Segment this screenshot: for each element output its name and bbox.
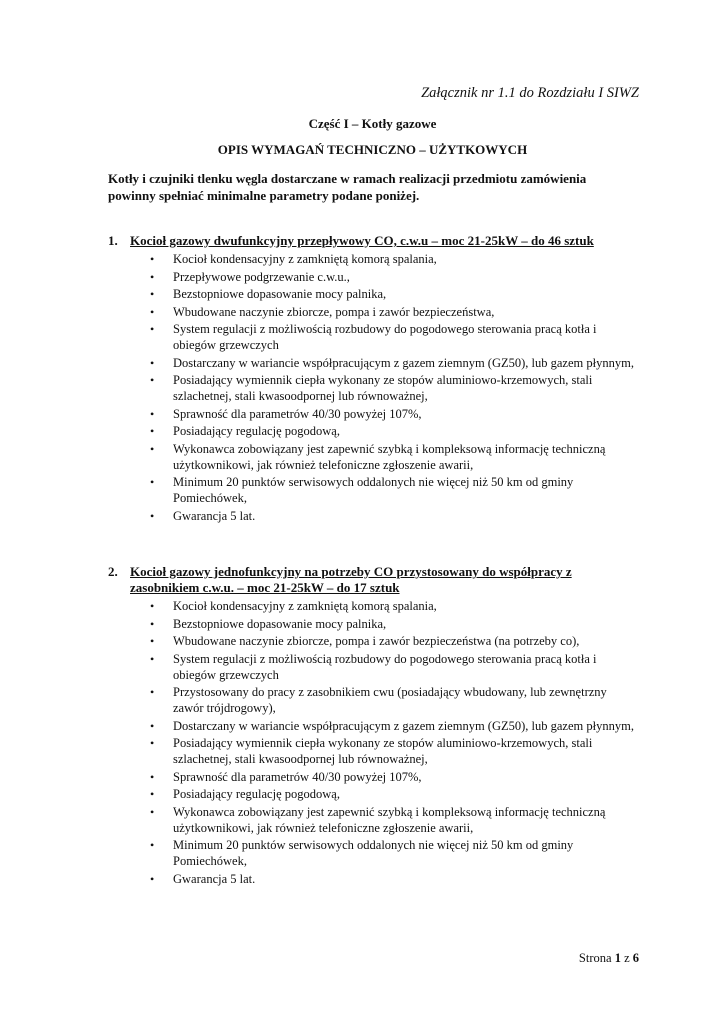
list-item bbox=[150, 633, 638, 649]
bullet-icon: • bbox=[150, 616, 155, 631]
list-item-text: System regulacji z możliwością rozbudowy do pogodowego sterowania pracą kotła i obiegów grzewczych bbox=[173, 322, 597, 352]
bullet-icon: • bbox=[150, 355, 155, 370]
part-title bbox=[0, 116, 725, 132]
spec-title-text: OPIS WYMAGAŃ TECHNICZNO – UŻYTKOWYCH bbox=[217, 142, 528, 157]
list-item-text: Minimum 20 punktów serwisowych oddalonych nie więcej niż 50 km od gminy Pomiechówek, bbox=[173, 838, 574, 868]
bullet-icon: • bbox=[150, 269, 155, 284]
list-item-text: Wykonawca zobowiązany jest zapewnić szybką i kompleksową informację techniczną użytkownikowi, jak również telefoniczne zgłoszenie awarii, bbox=[173, 441, 606, 472]
section-heading bbox=[108, 233, 638, 249]
bullet-icon: • bbox=[150, 787, 155, 801]
bullet-icon: • bbox=[150, 475, 155, 489]
list-item bbox=[150, 355, 638, 371]
bullet-icon: • bbox=[150, 508, 155, 523]
list-item bbox=[150, 304, 638, 320]
requirements-list bbox=[108, 598, 638, 887]
list-item bbox=[150, 718, 638, 734]
list-item bbox=[150, 474, 638, 506]
list-item-text: Posiadający regulację pogodową, bbox=[173, 787, 340, 801]
bullet-icon: • bbox=[150, 252, 155, 266]
list-item bbox=[150, 804, 638, 836]
section-number: 1. bbox=[108, 233, 118, 248]
attachment-label: Załącznik nr 1.1 do Rozdziału I SIWZ bbox=[421, 85, 639, 101]
footer-label: Strona bbox=[578, 951, 612, 965]
list-item bbox=[150, 269, 638, 285]
list-item-text: Bezstopniowe dopasowanie mocy palnika, bbox=[173, 616, 387, 631]
bullet-icon: • bbox=[150, 651, 155, 666]
section-title: Kocioł gazowy dwufunkcyjny przepływowy CO, c.w.u – moc 21-25kW – do 46 sztuk bbox=[130, 233, 594, 248]
list-item-text: Wbudowane naczynie zbiorcze, pompa i zawór bezpieczeństwa (na potrzeby co), bbox=[173, 634, 580, 648]
list-item bbox=[150, 769, 638, 785]
list-item bbox=[150, 508, 638, 524]
list-item bbox=[150, 651, 638, 683]
list-item-text: Posiadający wymiennik ciepła wykonany ze stopów aluminiowo-krzemowych, stali szlachetnej, stali kwasoodpornej lub równoważnej, bbox=[173, 373, 593, 403]
requirements-list bbox=[108, 251, 638, 524]
list-item bbox=[150, 286, 638, 302]
section-2 bbox=[108, 564, 638, 888]
list-item bbox=[150, 321, 638, 353]
bullet-icon: • bbox=[150, 599, 155, 613]
list-item-text: Posiadający regulację pogodową, bbox=[173, 424, 340, 438]
part-title-text: Część I – Kotły gazowe bbox=[308, 116, 437, 131]
bullet-icon: • bbox=[150, 406, 155, 421]
footer-separator: z bbox=[624, 951, 630, 965]
bullet-icon: • bbox=[150, 736, 155, 750]
list-item-text: Posiadający wymiennik ciepła wykonany ze stopów aluminiowo-krzemowych, stali szlachetnej, stali kwasoodpornej lub równoważnej, bbox=[173, 736, 593, 766]
section-title: Kocioł gazowy jednofunkcyjny na potrzeby CO przystosowany do współpracy z zasobnikiem c.w.u. – moc 21-25kW – do 17 sztuk bbox=[130, 564, 572, 595]
list-item-text: Dostarczany w wariancie współpracującym z gazem ziemnym (GZ50), lub gazem płynnym, bbox=[173, 355, 634, 370]
spec-title bbox=[0, 142, 725, 158]
list-item bbox=[150, 406, 638, 422]
bullet-icon: • bbox=[150, 634, 155, 648]
list-item bbox=[150, 372, 638, 404]
list-item bbox=[150, 837, 638, 869]
list-item-text: Kocioł kondensacyjny z zamkniętą komorą spalania, bbox=[173, 599, 437, 613]
list-item bbox=[150, 684, 638, 716]
list-item bbox=[150, 786, 638, 802]
list-item-text: Bezstopniowe dopasowanie mocy palnika, bbox=[173, 287, 387, 301]
list-item bbox=[150, 423, 638, 439]
bullet-icon: • bbox=[150, 804, 155, 819]
bullet-icon: • bbox=[150, 871, 155, 886]
bullet-icon: • bbox=[150, 769, 155, 784]
bullet-icon: • bbox=[150, 304, 155, 319]
list-item bbox=[150, 616, 638, 632]
list-item-text: Sprawność dla parametrów 40/30 powyżej 107%, bbox=[173, 769, 422, 784]
list-item-text: Wbudowane naczynie zbiorcze, pompa i zawór bezpieczeństwa, bbox=[173, 304, 495, 319]
list-item-text: Kocioł kondensacyjny z zamkniętą komorą spalania, bbox=[173, 252, 437, 266]
list-item-text: Dostarczany w wariancie współpracującym z gazem ziemnym (GZ50), lub gazem płynnym, bbox=[173, 718, 634, 733]
footer-total-pages: 6 bbox=[632, 951, 639, 965]
bullet-icon: • bbox=[150, 838, 155, 852]
list-item-text: Sprawność dla parametrów 40/30 powyżej 107%, bbox=[173, 406, 422, 421]
list-item-text: System regulacji z możliwością rozbudowy do pogodowego sterowania pracą kotła i obiegów grzewczych bbox=[173, 651, 597, 682]
bullet-icon: • bbox=[150, 322, 155, 336]
bullet-icon: • bbox=[150, 373, 155, 387]
list-item-text: Przystosowany do pracy z zasobnikiem cwu (posiadający wbudowany, lub zewnętrzny zawór trójdrogowy), bbox=[173, 685, 607, 715]
list-item bbox=[150, 598, 638, 614]
section-1 bbox=[108, 233, 638, 525]
list-item bbox=[150, 251, 638, 267]
list-item-text: Gwarancja 5 lat. bbox=[173, 508, 256, 523]
bullet-icon: • bbox=[150, 441, 155, 456]
bullet-icon: • bbox=[150, 424, 155, 438]
bullet-icon: • bbox=[150, 718, 155, 733]
list-item-text: Przepływowe podgrzewanie c.w.u., bbox=[173, 269, 350, 284]
footer-current-page: 1 bbox=[614, 951, 621, 965]
list-item bbox=[150, 871, 638, 887]
section-number: 2. bbox=[108, 564, 118, 579]
bullet-icon: • bbox=[150, 287, 155, 301]
list-item bbox=[150, 735, 638, 767]
page-footer bbox=[579, 951, 639, 966]
bullet-icon: • bbox=[150, 685, 155, 699]
list-item-text: Gwarancja 5 lat. bbox=[173, 871, 256, 886]
intro-paragraph: Kotły i czujniki tlenku węgla dostarczane w ramach realizacji przedmiotu zamówienia powinny spełniać minimalne parametry podane poniżej. bbox=[108, 171, 587, 203]
list-item bbox=[150, 441, 638, 473]
section-heading bbox=[108, 564, 638, 596]
list-item-text: Minimum 20 punktów serwisowych oddalonych nie więcej niż 50 km od gminy Pomiechówek, bbox=[173, 475, 574, 505]
list-item-text: Wykonawca zobowiązany jest zapewnić szybką i kompleksową informację techniczną użytkownikowi, jak również telefoniczne zgłoszenie awarii, bbox=[173, 804, 606, 835]
